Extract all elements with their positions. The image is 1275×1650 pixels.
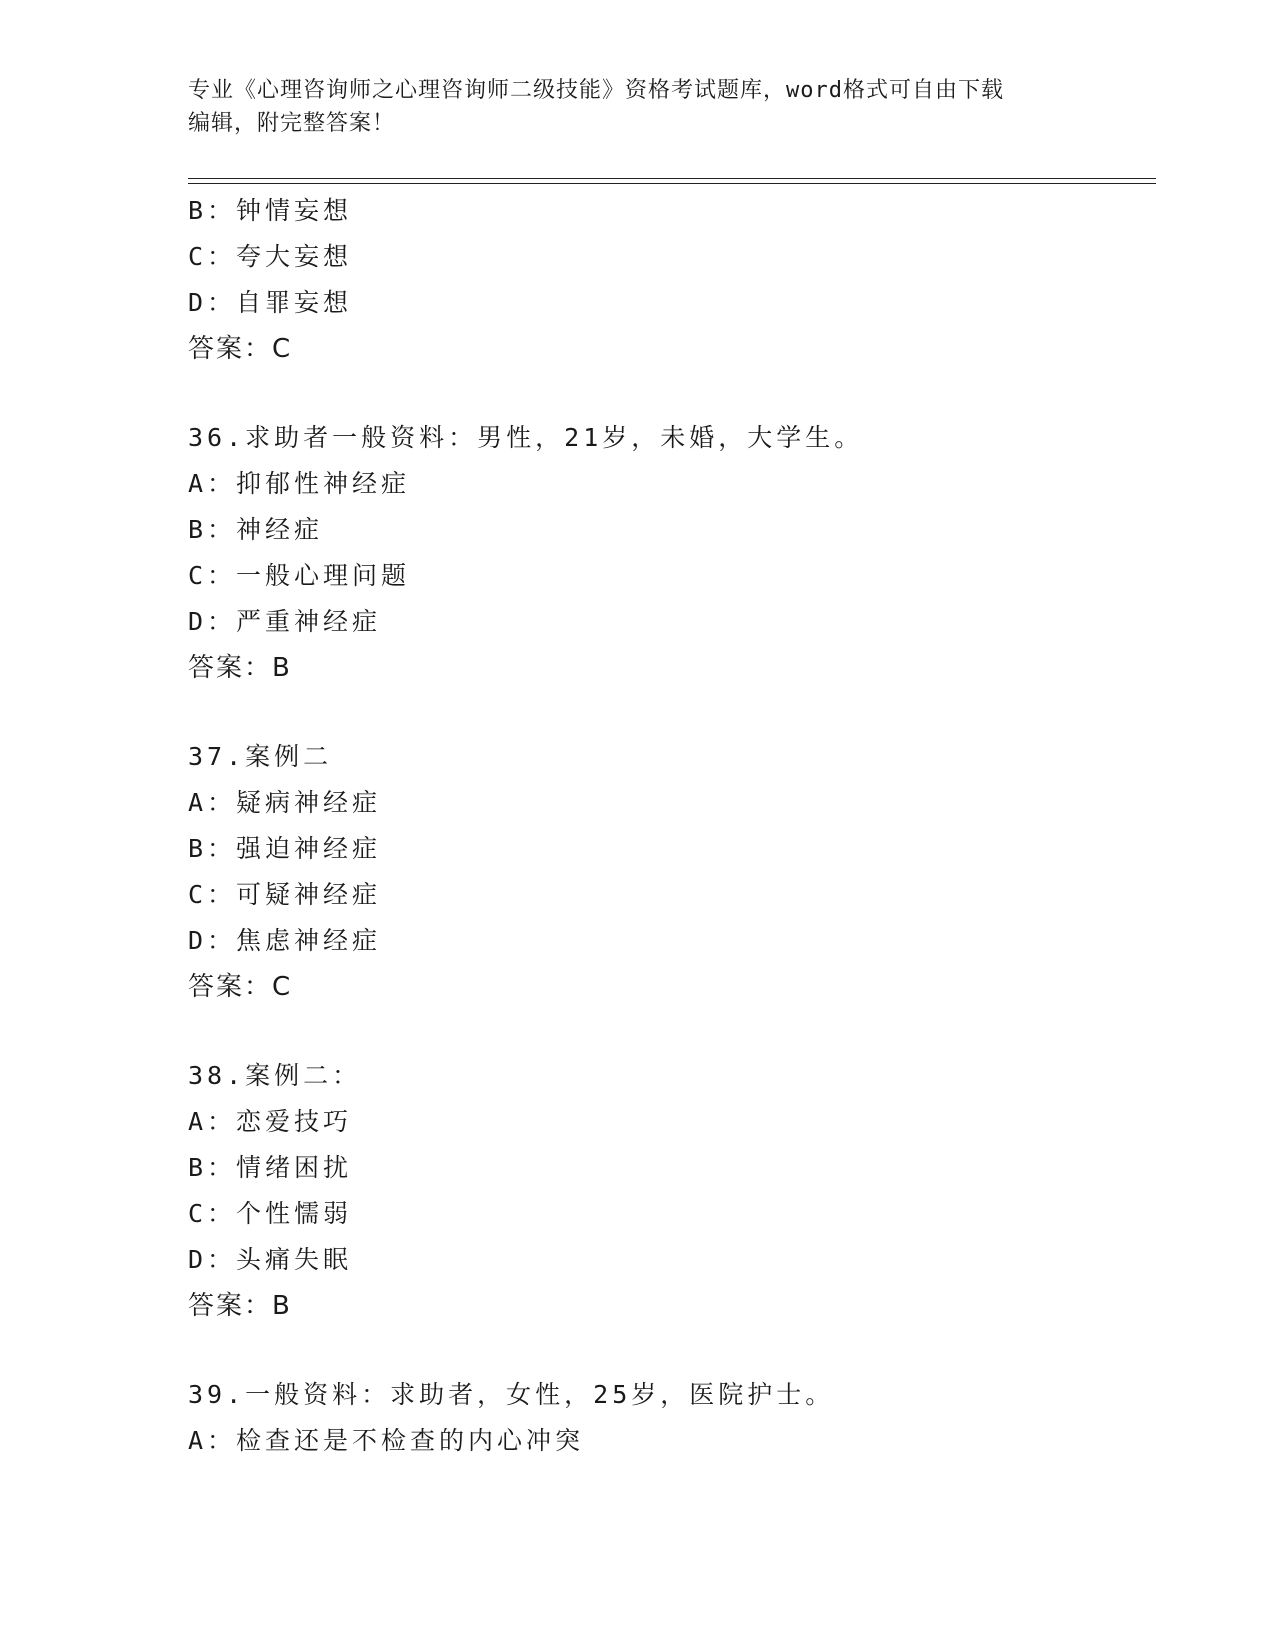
option-c: C：个性懦弱 [188, 1199, 353, 1228]
option-d: D：头痛失眠 [188, 1245, 353, 1274]
header-divider-bottom [188, 183, 1156, 184]
question-35-continued [188, 188, 1148, 372]
option-b: B：钟情妄想 [188, 196, 353, 225]
option-c: C：一般心理问题 [188, 561, 411, 590]
header-divider-top [188, 178, 1156, 179]
header-line-2: 编辑，附完整答案！ [188, 111, 396, 136]
question-38 [188, 1053, 1148, 1329]
option-c: C：可疑神经症 [188, 880, 382, 909]
spacer [188, 691, 1148, 734]
option-d: D：自罪妄想 [188, 288, 353, 317]
spacer [188, 1010, 1148, 1053]
option-b: B：情绪困扰 [188, 1153, 353, 1182]
option-b: B：强迫神经症 [188, 834, 382, 863]
option-b: B：神经症 [188, 515, 324, 544]
spacer [188, 1329, 1148, 1372]
question-37 [188, 734, 1148, 1010]
option-a: A：恋爱技巧 [188, 1107, 353, 1136]
question-36 [188, 415, 1148, 691]
answer-line: 答案：C [188, 334, 293, 364]
question-stem: 39.一般资料：求助者，女性，25岁，医院护士。 [188, 1380, 835, 1409]
option-d: D：严重神经症 [188, 607, 382, 636]
answer-line: 答案：B [188, 653, 292, 683]
question-list [188, 188, 1148, 1464]
answer-line: 答案：B [188, 1291, 292, 1321]
question-stem: 38.案例二： [188, 1061, 362, 1090]
option-c: C：夸大妄想 [188, 242, 353, 271]
header-line-1: 专业《心理咨询师之心理咨询师二级技能》资格考试题库，word格式可自由下载 [188, 78, 1004, 103]
option-a: A：检查还是不检查的内心冲突 [188, 1426, 585, 1455]
question-39 [188, 1372, 1148, 1464]
question-stem: 37.案例二 [188, 742, 333, 771]
option-a: A：抑郁性神经症 [188, 469, 411, 498]
answer-line: 答案：C [188, 972, 293, 1002]
option-a: A：疑病神经症 [188, 788, 382, 817]
document-header [188, 74, 1068, 140]
spacer [188, 372, 1148, 415]
option-d: D：焦虑神经症 [188, 926, 382, 955]
question-stem: 36.求助者一般资料：男性，21岁，未婚，大学生。 [188, 423, 864, 452]
